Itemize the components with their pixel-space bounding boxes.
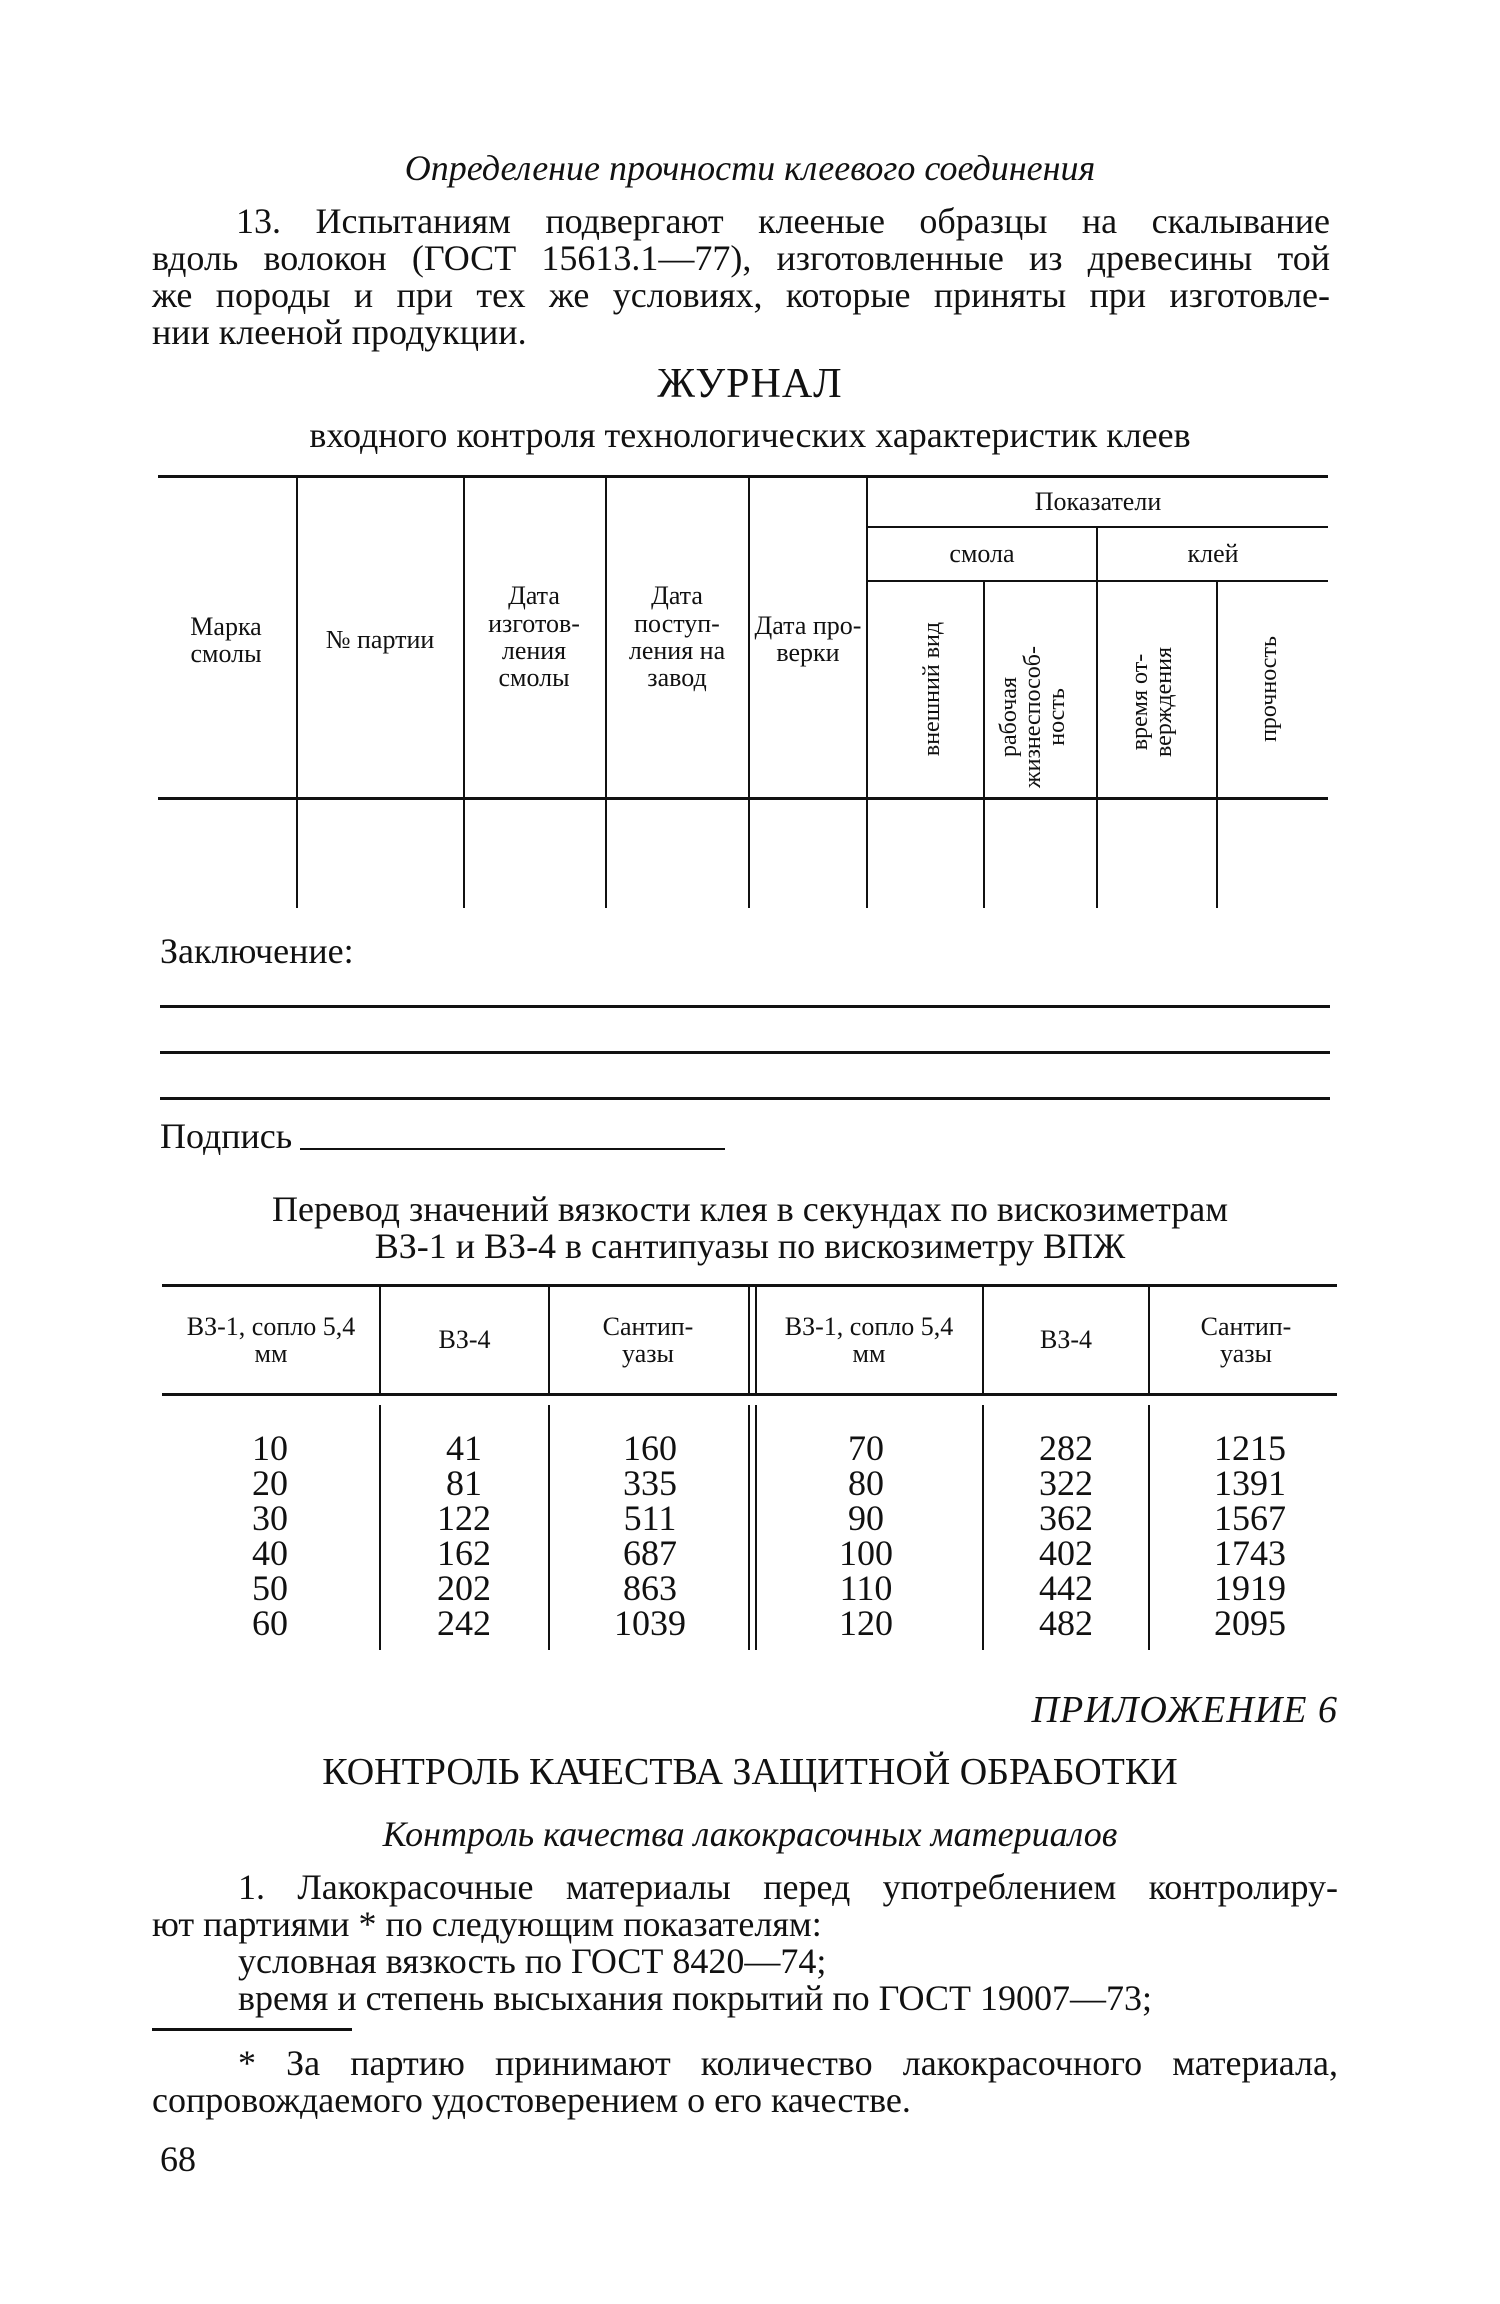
visc-value: 402 bbox=[1039, 1533, 1093, 1573]
section-heading: Определение прочности клеевого соединения bbox=[404, 148, 1096, 188]
group-indicators: Показатели bbox=[1034, 487, 1162, 517]
col-cure-time bbox=[1128, 602, 1184, 802]
visc-value: 511 bbox=[623, 1498, 677, 1538]
paragraph-line: вдоль волокон (ГОСТ 15613.1—77), изготовленные из древесины той bbox=[152, 238, 1330, 278]
visc-value: 100 bbox=[839, 1533, 893, 1573]
col-arrived: Дата поступ- ления на завод bbox=[628, 581, 726, 693]
visc-value: 242 bbox=[437, 1603, 491, 1643]
journal-title: ЖУРНАЛ bbox=[657, 361, 843, 407]
visc-value: 202 bbox=[437, 1568, 491, 1608]
col-cure-time-line: время от- bbox=[1127, 653, 1153, 751]
col-mark: Марка смолы bbox=[190, 611, 262, 668]
visc-header: ВЗ-4 bbox=[438, 1325, 491, 1355]
visc-value: 20 bbox=[252, 1463, 288, 1503]
visc-value: 80 bbox=[848, 1463, 884, 1503]
visc-value: 122 bbox=[437, 1498, 491, 1538]
visc-value: 40 bbox=[252, 1533, 288, 1573]
col-work-life-line: рабочая bbox=[996, 677, 1022, 758]
visc-value: 482 bbox=[1039, 1603, 1093, 1643]
visc-value: 1215 bbox=[1214, 1428, 1286, 1468]
visc-value: 160 bbox=[623, 1428, 677, 1468]
visc-value: 1391 bbox=[1214, 1463, 1286, 1503]
col-work-life-line: жизнеспособ- bbox=[1020, 646, 1046, 788]
visc-value: 30 bbox=[252, 1498, 288, 1538]
visc-value: 863 bbox=[623, 1568, 677, 1608]
footnote-line: * За партию принимают количество лакокрасочного материала, bbox=[238, 2043, 1338, 2083]
visc-value: 2095 bbox=[1214, 1603, 1286, 1643]
col-batch: № партии bbox=[325, 625, 435, 655]
appendix-item: условная вязкость по ГОСТ 8420—74; bbox=[238, 1941, 827, 1981]
col-strength: прочность bbox=[1256, 636, 1282, 742]
col-checked: Дата про- верки bbox=[754, 610, 862, 667]
col-made: Дата изготов- ления смолы bbox=[488, 581, 580, 693]
conclusion-line bbox=[160, 1005, 1330, 1008]
appendix-label: ПРИЛОЖЕНИЕ 6 bbox=[1031, 1689, 1338, 1731]
appendix-paragraph-line: ют партиями * по следующим показателям: bbox=[152, 1904, 822, 1944]
visc-value: 282 bbox=[1039, 1428, 1093, 1468]
page-number: 68 bbox=[160, 2139, 196, 2179]
visc-header: ВЗ-1, сопло 5,4 мм bbox=[784, 1311, 954, 1368]
paragraph-line: нии клееной продукции. bbox=[152, 312, 527, 352]
signature-line bbox=[300, 1148, 725, 1150]
journal-subtitle: входного контроля технологических характеристик клеев bbox=[309, 415, 1191, 455]
visc-value: 1743 bbox=[1214, 1533, 1286, 1573]
appendix-subtitle: Контроль качества лакокрасочных материалов bbox=[382, 1814, 1118, 1854]
appendix-title: КОНТРОЛЬ КАЧЕСТВА ЗАЩИТНОЙ ОБРАБОТКИ bbox=[322, 1751, 1178, 1793]
visc-value: 41 bbox=[446, 1428, 482, 1468]
visc-header: ВЗ-1, сопло 5,4 мм bbox=[186, 1311, 356, 1368]
visc-value: 1567 bbox=[1214, 1498, 1286, 1538]
viscosity-title-line: ВЗ-1 и ВЗ-4 в сантипуазы по вискозиметру ВПЖ bbox=[374, 1226, 1126, 1266]
appendix-item: время и степень высыхания покрытий по ГОСТ 19007—73; bbox=[238, 1978, 1152, 2018]
appendix-paragraph-line: 1. Лакокрасочные материалы перед употреблением контролиру- bbox=[238, 1867, 1338, 1907]
visc-header: Сантип- уазы bbox=[1200, 1311, 1292, 1368]
paragraph-line: 13. Испытаниям подвергают клееные образцы на скалывание bbox=[236, 201, 1330, 241]
subgroup-resin: смола bbox=[949, 539, 1015, 569]
visc-value: 322 bbox=[1039, 1463, 1093, 1503]
col-cure-time-line: верждения bbox=[1151, 647, 1177, 758]
visc-value: 60 bbox=[252, 1603, 288, 1643]
viscosity-title-line: Перевод значений вязкости клея в секундах по вискозиметрам bbox=[271, 1189, 1228, 1229]
footnote-rule bbox=[152, 2028, 352, 2031]
col-work-life-line: ность bbox=[1044, 688, 1070, 746]
visc-value: 162 bbox=[437, 1533, 491, 1573]
paragraph-line: же породы и при тех же условиях, которые приняты при изготовле- bbox=[152, 275, 1330, 315]
conclusion-line bbox=[160, 1097, 1330, 1100]
visc-value: 10 bbox=[252, 1428, 288, 1468]
subgroup-glue: клей bbox=[1187, 539, 1239, 569]
signature-label: Подпись bbox=[160, 1116, 293, 1156]
col-appearance: внешний вид bbox=[919, 621, 945, 757]
conclusion-label: Заключение: bbox=[160, 931, 354, 971]
visc-header: ВЗ-4 bbox=[1039, 1325, 1093, 1355]
visc-value: 90 bbox=[848, 1498, 884, 1538]
visc-value: 1919 bbox=[1214, 1568, 1286, 1608]
visc-value: 335 bbox=[623, 1463, 677, 1503]
visc-value: 687 bbox=[623, 1533, 677, 1573]
visc-value: 81 bbox=[446, 1463, 482, 1503]
footnote-line: сопровождаемого удостоверением о его качестве. bbox=[152, 2080, 911, 2120]
visc-value: 1039 bbox=[614, 1603, 686, 1643]
visc-value: 70 bbox=[848, 1428, 884, 1468]
visc-value: 50 bbox=[252, 1568, 288, 1608]
visc-value: 442 bbox=[1039, 1568, 1093, 1608]
conclusion-line bbox=[160, 1051, 1330, 1054]
visc-value: 120 bbox=[839, 1603, 893, 1643]
visc-value: 110 bbox=[839, 1568, 893, 1608]
visc-value: 362 bbox=[1039, 1498, 1093, 1538]
col-work-life bbox=[997, 617, 1083, 817]
visc-header: Сантип- уазы bbox=[602, 1311, 694, 1368]
